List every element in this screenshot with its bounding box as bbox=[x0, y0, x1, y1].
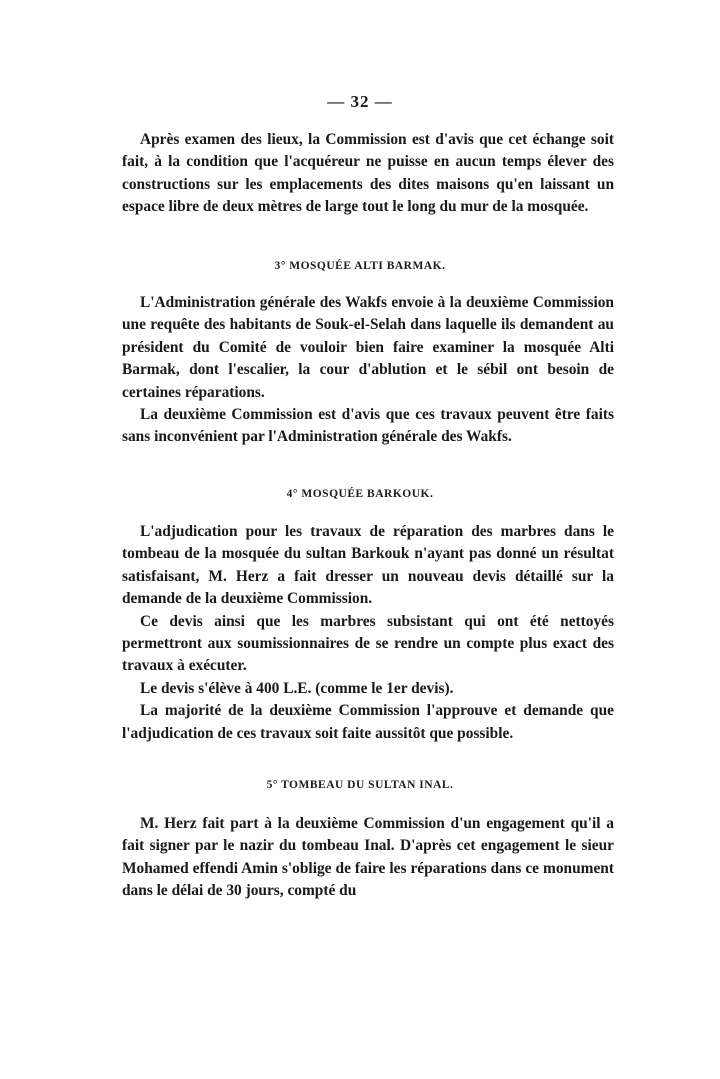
paragraph: Ce devis ainsi que les marbres subsistant qui ont été nettoyés permettront aux soumissionnaires de se rendre un compte plus exact des travaux à exécuter. bbox=[122, 612, 614, 675]
paragraph: M. Herz fait part à la deuxième Commission d'un engagement qu'il a fait signer par le nazir du tombeau Inal. D'après cet engagement le sieur Mohamed effendi Amin s'oblige de faire les réparations dans ce monument dans le délai de 30 jours, compté du bbox=[122, 815, 614, 900]
paragraph: Le devis s'élève à 400 L.E. (comme le 1er devis). bbox=[140, 679, 454, 697]
section-heading-barkouk: 4° MOSQUÉE BARKOUK. bbox=[286, 488, 434, 500]
section-heading-sultan-inal: 5° TOMBEAU DU SULTAN INAL. bbox=[266, 779, 454, 791]
section-barkouk bbox=[122, 521, 614, 745]
intro-block bbox=[122, 129, 614, 219]
page-number: — 32 — bbox=[327, 92, 393, 111]
paragraph: L'Administration générale des Wakfs envoie à la deuxième Commission une requête des habitants de Souk-el-Selah dans laquelle ils demandent au président du Comité de vouloir bien faire examiner la mosquée Alti Barmak, dont l'escalier, la cour d'ablution et le sébil ont besoin de certaines réparations. bbox=[122, 294, 614, 401]
section-alti-barmak bbox=[122, 292, 614, 449]
paragraph: Après examen des lieux, la Commission est d'avis que cet échange soit fait, à la condition que l'acquéreur ne puisse en aucun temps élever des constructions sur les emplacements des dites maisons qu'en laissant un espace libre de deux mètres de large tout le long du mur de la mosquée. bbox=[122, 131, 614, 216]
section-sultan-inal bbox=[122, 813, 614, 903]
section-heading-alti-barmak: 3° MOSQUÉE ALTI BARMAK. bbox=[274, 260, 446, 272]
paragraph: L'adjudication pour les travaux de réparation des marbres dans le tombeau de la mosquée du sultan Barkouk n'ayant pas donné un résultat satisfaisant, M. Herz a fait dresser un nouveau devis détaillé sur la demande de la deuxième Commission. bbox=[122, 523, 614, 608]
paragraph: La majorité de la deuxième Commission l'approuve et demande que l'adjudication de ces travaux soit faite aussitôt que possible. bbox=[122, 702, 614, 742]
paragraph: La deuxième Commission est d'avis que ces travaux peuvent être faits sans inconvénient par l'Administration générale des Wakfs. bbox=[122, 406, 614, 446]
